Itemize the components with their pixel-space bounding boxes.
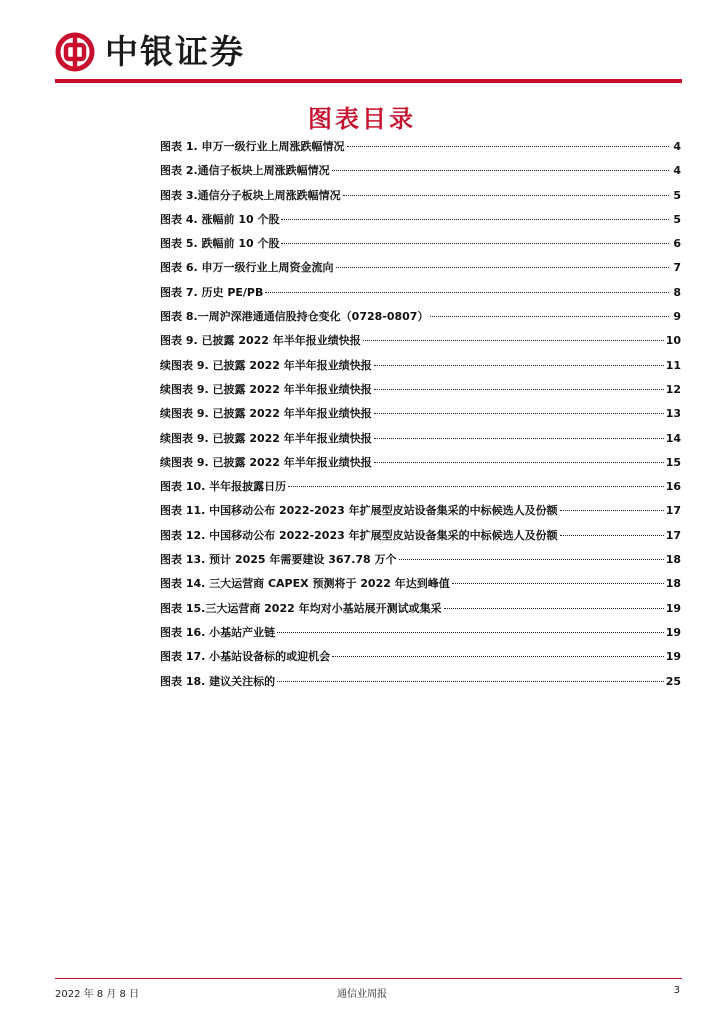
toc-entry-label: 图表 1. 申万一级行业上周涨跌幅情况	[160, 140, 345, 153]
toc-entry-page: 19	[665, 601, 681, 615]
page-number: 3	[673, 985, 680, 996]
toc-entry-page: 14	[665, 431, 681, 445]
toc-entry-label: 图表 2.通信子板块上周涨跌幅情况	[160, 164, 330, 178]
toc-entry-label: 图表 3.通信分子板块上周涨跌幅情况	[160, 188, 341, 202]
toc-entry-label: 图表 10. 半年报披露日历	[160, 480, 287, 494]
toc-dot-leader	[265, 291, 669, 293]
toc-dot-leader	[560, 534, 664, 536]
toc-entry[interactable]	[160, 572, 681, 596]
toc-entry[interactable]	[160, 475, 681, 499]
toc-entry-label: 图表 13. 预计 2025 年需要建设 367.78 万个	[160, 553, 397, 567]
toc-entry-page: 13	[665, 407, 681, 421]
toc-entry[interactable]	[160, 378, 681, 402]
toc-entry[interactable]	[160, 499, 681, 523]
toc-entry-page: 18	[665, 577, 681, 591]
toc-entry[interactable]	[160, 256, 681, 280]
toc-entry-page: 10	[665, 334, 681, 348]
toc-entry-label: 续图表 9. 已披露 2022 年半年报业绩快报	[160, 407, 372, 421]
toc-entry-page: 19	[665, 625, 681, 639]
toc-entry[interactable]	[160, 451, 681, 475]
toc-entry[interactable]	[160, 208, 681, 232]
toc-entry-label: 图表 5. 跌幅前 10 个股	[160, 237, 280, 251]
toc-entry-page: 19	[665, 650, 681, 664]
toc-entry-label: 图表 8.一周沪深港通通信股持仓变化（0728-0807）	[160, 310, 429, 324]
toc-entry[interactable]	[160, 305, 681, 329]
toc-entry[interactable]	[160, 402, 681, 426]
toc-entry[interactable]	[160, 427, 681, 451]
toc-dot-leader	[336, 266, 670, 268]
toc-dot-leader	[343, 194, 669, 196]
toc-dot-leader	[363, 339, 664, 341]
toc-entry-label: 图表 7. 历史 PE/PB	[160, 285, 264, 299]
toc-entry-label: 图表 11. 中国移动公布 2022-2023 年扩展型皮站设备集采的中标候选人及份额	[160, 504, 558, 518]
toc-entry-label: 图表 14. 三大运营商 CAPEX 预测将于 2022 年达到峰值	[160, 577, 450, 591]
toc-dot-leader	[281, 242, 669, 244]
toc-entry-label: 图表 18. 建议关注标的	[160, 674, 276, 688]
toc-entry-page: 5	[673, 188, 681, 202]
toc-entry-label: 图表 15.三大运营商 2022 年均对小基站展开测试或集采	[160, 601, 442, 615]
toc-entry[interactable]	[160, 670, 681, 694]
toc-dot-leader	[444, 607, 664, 609]
toc-entry-label: 续图表 9. 已披露 2022 年半年报业绩快报	[160, 431, 372, 445]
toc-entry-page: 17	[665, 528, 681, 542]
toc-dot-leader	[288, 485, 664, 487]
toc-entry-label: 图表 17. 小基站设备标的或迎机会	[160, 650, 331, 664]
toc-entry[interactable]	[160, 184, 681, 208]
toc-entry-page: 25	[665, 674, 681, 688]
brand-name: 中银证券	[105, 32, 245, 71]
toc-dot-leader	[452, 582, 664, 584]
header-divider	[55, 79, 682, 83]
toc-entry[interactable]	[160, 548, 681, 572]
footer-divider	[55, 978, 682, 979]
toc-entry-label: 图表 4. 涨幅前 10 个股	[160, 212, 280, 226]
toc-dot-leader	[277, 680, 664, 682]
toc-dot-leader	[374, 388, 664, 390]
toc-entry-label: 续图表 9. 已披露 2022 年半年报业绩快报	[160, 358, 372, 372]
toc-dot-leader	[374, 412, 664, 414]
toc-title: 图表目录	[308, 105, 416, 133]
toc-entry[interactable]	[160, 524, 681, 548]
toc-entry-page: 12	[665, 382, 681, 396]
bank-of-china-logo-icon	[55, 32, 95, 72]
toc-entry-label: 图表 12. 中国移动公布 2022-2023 年扩展型皮站设备集采的中标候选人及份额	[160, 528, 558, 542]
toc-dot-leader	[347, 145, 670, 147]
toc-entry[interactable]	[160, 159, 681, 183]
toc-dot-leader	[281, 218, 669, 220]
toc-entry[interactable]	[160, 354, 681, 378]
toc-entry-label: 图表 16. 小基站产业链	[160, 625, 276, 639]
toc-dot-leader	[374, 364, 664, 366]
page-header	[55, 30, 245, 74]
toc-entry-page: 5	[673, 212, 681, 226]
toc-entry[interactable]	[160, 597, 681, 621]
toc-dot-leader	[430, 315, 669, 317]
toc-entry-page: 4	[673, 164, 681, 178]
toc-dot-leader	[332, 655, 664, 657]
toc-entry[interactable]	[160, 135, 681, 159]
toc-entry-page: 17	[665, 504, 681, 518]
toc-entry-page: 9	[673, 310, 681, 324]
toc-entry-page: 16	[665, 480, 681, 494]
toc-entry-page: 11	[665, 358, 681, 372]
toc-entry-label: 图表 9. 已披露 2022 年半年报业绩快报	[160, 334, 361, 348]
toc-entry-label: 图表 6. 申万一级行业上周资金流向	[160, 261, 334, 275]
toc-entry-label: 续图表 9. 已披露 2022 年半年报业绩快报	[160, 382, 372, 396]
toc-dot-leader	[560, 509, 664, 511]
toc-dot-leader	[399, 558, 664, 560]
toc-list	[160, 135, 681, 694]
toc-entry-page: 4	[673, 140, 681, 153]
toc-entry-label: 续图表 9. 已披露 2022 年半年报业绩快报	[160, 455, 372, 469]
toc-entry[interactable]	[160, 232, 681, 256]
toc-entry-page: 18	[665, 553, 681, 567]
report-date: 2022 年 8 月 8 日	[55, 989, 140, 1000]
toc-entry-page: 8	[673, 285, 681, 299]
toc-dot-leader	[374, 461, 664, 463]
toc-entry-page: 15	[665, 455, 681, 469]
toc-entry-page: 7	[673, 261, 681, 275]
toc-entry[interactable]	[160, 645, 681, 669]
report-name: 通信业周报	[337, 989, 387, 1000]
toc-entry[interactable]	[160, 621, 681, 645]
toc-entry[interactable]	[160, 329, 681, 353]
toc-dot-leader	[332, 169, 669, 171]
toc-entry-page: 6	[673, 237, 681, 251]
toc-entry[interactable]	[160, 281, 681, 305]
toc-dot-leader	[374, 437, 664, 439]
toc-dot-leader	[277, 631, 664, 633]
